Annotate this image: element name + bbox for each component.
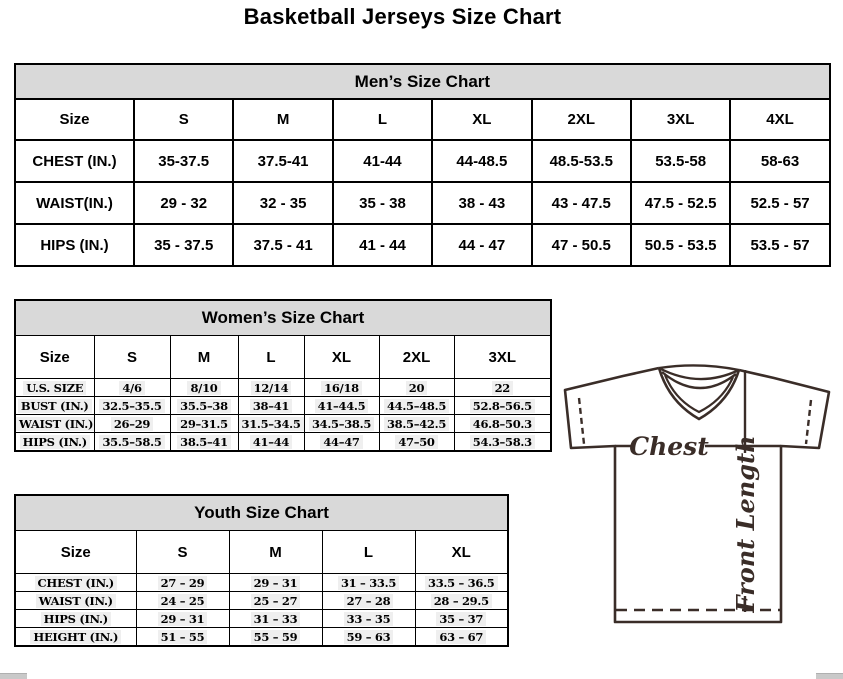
youth-data-row — [15, 628, 508, 647]
youth-value-text: 63 – 67 — [436, 630, 486, 644]
mens-value-cell: 53.5 - 57 — [730, 224, 829, 266]
mens-row-label: HIPS (IN.) — [15, 224, 134, 266]
womens-column-header: S — [94, 336, 170, 379]
youth-value-cell — [136, 574, 229, 592]
youth-value-text: 31 – 33 — [251, 612, 301, 626]
mens-value-cell: 37.5-41 — [233, 140, 332, 182]
mens-value-cell: 52.5 - 57 — [730, 182, 829, 224]
womens-data-row — [15, 433, 551, 452]
youth-value-text: 59 – 63 — [344, 630, 394, 644]
youth-column-header: L — [322, 531, 415, 574]
womens-value-cell — [170, 415, 238, 433]
womens-value-text: 34.5–38.5 — [309, 417, 374, 431]
mens-data-row — [15, 182, 830, 224]
womens-value-cell — [170, 379, 238, 397]
mens-value-cell: 41-44 — [333, 140, 432, 182]
youth-value-text: 25 – 27 — [251, 594, 301, 608]
youth-column-header: XL — [415, 531, 508, 574]
womens-value-text: 46.8–50.3 — [470, 417, 535, 431]
mens-header-row — [15, 99, 830, 140]
mens-value-cell: 53.5-58 — [631, 140, 730, 182]
womens-row-label — [15, 415, 94, 433]
mens-value-cell: 48.5-53.5 — [532, 140, 631, 182]
womens-data-row — [15, 379, 551, 397]
womens-value-cell — [304, 433, 379, 452]
womens-value-text: 41–44.5 — [315, 399, 369, 413]
youth-row-label-text: WAIST (IN.) — [36, 594, 116, 608]
youth-value-text: 27 – 29 — [158, 576, 208, 590]
mens-value-cell: 47.5 - 52.5 — [631, 182, 730, 224]
chest-label: Chest — [629, 432, 709, 461]
youth-row-label — [15, 628, 136, 647]
womens-value-text: 35.5–38 — [177, 399, 231, 413]
youth-value-text: 29 – 31 — [158, 612, 208, 626]
mens-value-cell: 43 - 47.5 — [532, 182, 631, 224]
youth-value-cell — [229, 574, 322, 592]
youth-value-text: 33.5 – 36.5 — [425, 576, 497, 590]
mens-value-cell: 35 - 37.5 — [134, 224, 233, 266]
youth-value-text: 28 – 29.5 — [431, 594, 492, 608]
mens-value-cell: 37.5 - 41 — [233, 224, 332, 266]
womens-value-text: 12/14 — [251, 381, 292, 395]
womens-value-text: 44–47 — [320, 435, 362, 449]
left-sleeve-dashed-seam — [579, 398, 584, 444]
mens-value-cell: 32 - 35 — [233, 182, 332, 224]
womens-row-label-text: U.S. SIZE — [23, 381, 86, 395]
womens-row-label-text: HIPS (IN.) — [20, 435, 90, 449]
youth-row-label-text: CHEST (IN.) — [35, 576, 117, 590]
youth-row-label-text: HIPS (IN.) — [41, 612, 111, 626]
womens-value-cell — [238, 379, 304, 397]
youth-value-cell — [415, 592, 508, 610]
womens-value-text: 38.5–41 — [177, 435, 231, 449]
womens-value-cell — [238, 433, 304, 452]
youth-value-text: 24 – 25 — [158, 594, 208, 608]
womens-value-cell — [454, 379, 551, 397]
youth-size-table — [14, 494, 509, 647]
mens-row-label: CHEST (IN.) — [15, 140, 134, 182]
womens-value-text: 41–44 — [250, 435, 292, 449]
youth-value-cell — [229, 592, 322, 610]
mens-data-row — [15, 140, 830, 182]
womens-value-text: 22 — [492, 381, 513, 395]
mens-column-header: M — [233, 99, 332, 140]
womens-value-text: 31.5–34.5 — [239, 417, 304, 431]
youth-value-cell — [229, 610, 322, 628]
womens-value-text: 54.3–58.3 — [470, 435, 535, 449]
womens-value-text: 52.8–56.5 — [470, 399, 535, 413]
youth-value-cell — [322, 628, 415, 647]
womens-value-text: 32.5–35.5 — [99, 399, 164, 413]
mens-value-cell: 50.5 - 53.5 — [631, 224, 730, 266]
womens-row-label-text: BUST (IN.) — [18, 399, 92, 413]
youth-band-row — [15, 495, 508, 531]
womens-table-title: Women’s Size Chart — [15, 300, 551, 336]
womens-size-table — [14, 299, 552, 452]
womens-value-text: 35.5–58.5 — [99, 435, 164, 449]
youth-value-cell — [136, 628, 229, 647]
womens-column-header: Size — [15, 336, 94, 379]
youth-value-cell — [136, 610, 229, 628]
mens-column-header: S — [134, 99, 233, 140]
womens-value-cell — [94, 415, 170, 433]
womens-value-cell — [379, 433, 454, 452]
horizontal-scrollbar-fragment-left[interactable] — [0, 673, 27, 679]
mens-value-cell: 35-37.5 — [134, 140, 233, 182]
mens-column-header: 3XL — [631, 99, 730, 140]
mens-value-cell: 47 - 50.5 — [532, 224, 631, 266]
youth-value-cell — [229, 628, 322, 647]
youth-data-row — [15, 574, 508, 592]
womens-value-text: 38–41 — [250, 399, 292, 413]
jersey-measurement-diagram — [553, 356, 843, 648]
mens-data-row — [15, 224, 830, 266]
womens-value-cell — [94, 397, 170, 415]
mens-row-label: WAIST(IN.) — [15, 182, 134, 224]
womens-band-row — [15, 300, 551, 336]
womens-value-text: 38.5–42.5 — [384, 417, 449, 431]
mens-value-cell: 44-48.5 — [432, 140, 531, 182]
womens-value-cell — [170, 397, 238, 415]
womens-value-cell — [379, 415, 454, 433]
youth-data-row — [15, 610, 508, 628]
womens-column-header: M — [170, 336, 238, 379]
womens-data-row — [15, 415, 551, 433]
womens-value-cell — [454, 415, 551, 433]
womens-value-cell — [454, 397, 551, 415]
youth-table-title: Youth Size Chart — [15, 495, 508, 531]
youth-value-text: 35 – 37 — [436, 612, 486, 626]
womens-row-label — [15, 379, 94, 397]
mens-value-cell: 44 - 47 — [432, 224, 531, 266]
mens-column-header: L — [333, 99, 432, 140]
mens-column-header: 2XL — [532, 99, 631, 140]
womens-value-text: 29–31.5 — [177, 417, 231, 431]
youth-column-header: Size — [15, 531, 136, 574]
womens-value-text: 26–29 — [111, 417, 153, 431]
youth-column-header: S — [136, 531, 229, 574]
mens-value-cell: 41 - 44 — [333, 224, 432, 266]
mens-size-table — [14, 63, 831, 267]
youth-value-cell — [415, 574, 508, 592]
womens-value-text: 47–50 — [395, 435, 437, 449]
youth-row-label-text: HEIGHT (IN.) — [30, 630, 121, 644]
womens-value-cell — [94, 379, 170, 397]
womens-row-label — [15, 397, 94, 415]
mens-value-cell: 29 - 32 — [134, 182, 233, 224]
womens-value-cell — [94, 433, 170, 452]
womens-column-header: 3XL — [454, 336, 551, 379]
womens-column-header: XL — [304, 336, 379, 379]
youth-value-cell — [322, 574, 415, 592]
mens-value-cell: 38 - 43 — [432, 182, 531, 224]
womens-header-row — [15, 336, 551, 379]
youth-value-text: 33 – 35 — [344, 612, 394, 626]
womens-value-cell — [304, 379, 379, 397]
youth-column-header: M — [229, 531, 322, 574]
womens-value-cell — [170, 433, 238, 452]
womens-value-cell — [238, 397, 304, 415]
jersey-outline-shape — [565, 368, 829, 622]
youth-value-cell — [322, 592, 415, 610]
horizontal-scrollbar-fragment-right[interactable] — [816, 673, 843, 679]
mens-band-row — [15, 64, 830, 99]
youth-header-row — [15, 531, 508, 574]
youth-value-text: 31 – 33.5 — [338, 576, 399, 590]
womens-value-cell — [304, 415, 379, 433]
page-title: Basketball Jerseys Size Chart — [243, 4, 562, 29]
mens-column-header: XL — [432, 99, 531, 140]
womens-value-text: 16/18 — [321, 381, 362, 395]
youth-value-text: 27 – 28 — [344, 594, 394, 608]
womens-column-header: 2XL — [379, 336, 454, 379]
womens-value-text: 4/6 — [119, 381, 144, 395]
womens-value-cell — [379, 397, 454, 415]
womens-value-cell — [454, 433, 551, 452]
mens-table-title: Men’s Size Chart — [15, 64, 830, 99]
youth-value-text: 29 – 31 — [251, 576, 301, 590]
youth-row-label — [15, 610, 136, 628]
youth-value-text: 55 – 59 — [251, 630, 301, 644]
mens-column-header: 4XL — [730, 99, 829, 140]
mens-value-cell: 58-63 — [730, 140, 829, 182]
jersey-collar-top-edge — [659, 365, 739, 370]
womens-row-label-text: WAIST (IN.) — [16, 417, 94, 431]
womens-value-text: 44.5–48.5 — [384, 399, 449, 413]
youth-value-cell — [136, 592, 229, 610]
right-sleeve-dashed-seam — [806, 400, 811, 444]
womens-value-cell — [304, 397, 379, 415]
mens-value-cell: 35 - 38 — [333, 182, 432, 224]
womens-value-text: 8/10 — [187, 381, 220, 395]
womens-data-row — [15, 397, 551, 415]
womens-value-cell — [238, 415, 304, 433]
youth-row-label — [15, 574, 136, 592]
mens-column-header: Size — [15, 99, 134, 140]
youth-value-cell — [415, 628, 508, 647]
womens-column-header: L — [238, 336, 304, 379]
front-length-label: Front Length — [731, 435, 760, 613]
youth-row-label — [15, 592, 136, 610]
womens-row-label — [15, 433, 94, 452]
youth-value-text: 51 – 55 — [158, 630, 208, 644]
youth-value-cell — [322, 610, 415, 628]
youth-data-row — [15, 592, 508, 610]
womens-value-cell — [379, 379, 454, 397]
youth-value-cell — [415, 610, 508, 628]
womens-value-text: 20 — [406, 381, 427, 395]
